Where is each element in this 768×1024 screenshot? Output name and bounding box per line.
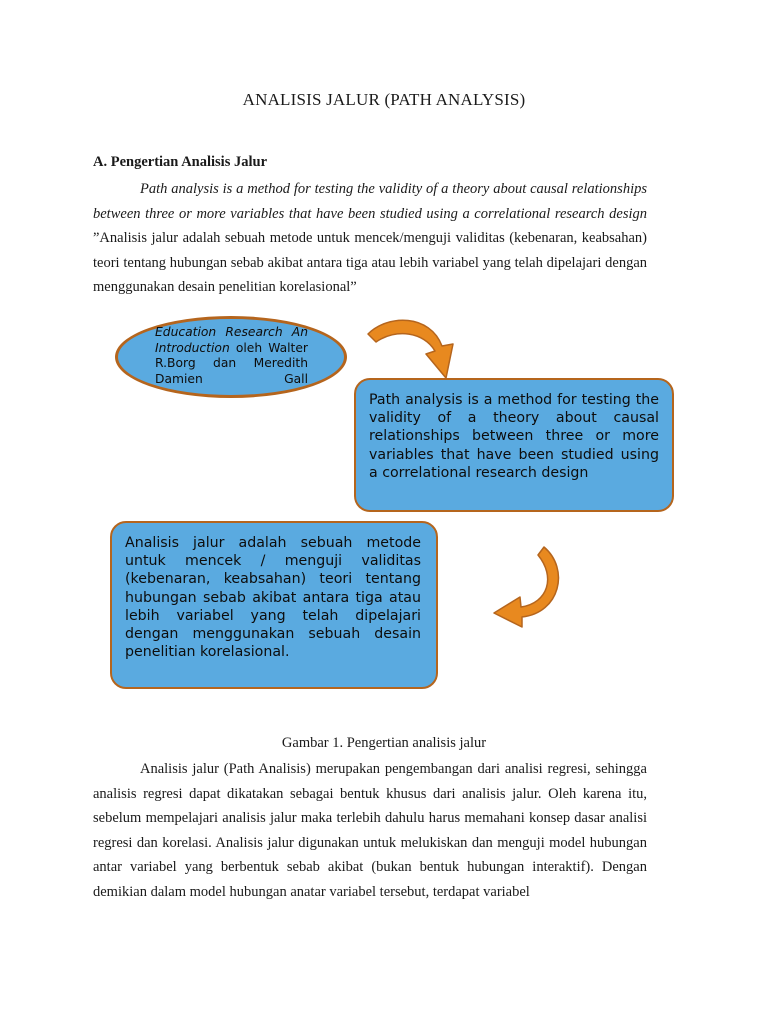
paragraph-definition	[93, 177, 647, 300]
curved-arrow-top-shape	[368, 320, 453, 378]
source-ellipse-text	[155, 325, 308, 387]
paragraph-body	[93, 757, 647, 905]
paragraph-definition-indonesian: ”Analisis jalur adalah sebuah metode untuk mencek/menguji validitas (kebenaran, keabsahan) teori tentang hubungan sebab akibat antara tiga atau lebih variabel yang telah dipelajari dengan menggunakan desain penelitian korelasional”	[93, 230, 647, 296]
paragraph-body-text: Analisis jalur (Path Analisis) merupakan pengembangan dari analisi regresi, sehingga analisis regresi dapat dikatakan sebagai bentuk khusus dari analisis jalur. Oleh karena itu, sebelum mempelajari analisis jalur maka terlebih dahulu harus memahani konsep dasar analisi regresi dan korelasi. Analisis jalur digunakan untuk melukiskan dan menguji model hubungan antar variabel yang berbentuk sebab akibat (bukan bentuk hubungan interaktif). Dengan demikian dalam model hubungan anatar variabel tersebut, terdapat variabel	[93, 761, 647, 900]
source-book-title: Education Research An Introduction	[155, 325, 308, 355]
curved-arrow-down-icon	[362, 308, 472, 388]
paragraph-definition-english: Path analysis is a method for testing the validity of a theory about causal relationships between three or more variables that have been studied using a correlational research design	[93, 181, 647, 222]
curved-arrow-left-icon	[488, 543, 570, 631]
page-title: ANALISIS JALUR (PATH ANALYSIS)	[242, 90, 526, 109]
source-authors: oleh Walter R.Borg dan Meredith Damien Gall	[155, 340, 308, 386]
indonesian-definition-text: Analisis jalur adalah sebuah metode untuk mencek / menguji validitas (kebenaran, keabsahan) teori tentang hubungan sebab akibat antara tiga atau lebih variabel yang telah dipelajari dengan menggunakan sebuah desain penelitian korelasional.	[125, 535, 421, 661]
english-definition-text: Path analysis is a method for testing the validity of a theory about causal relationships between three or more variables that have been studied using a correlational research design	[369, 392, 659, 481]
figure-caption: Gambar 1. Pengertian analisis jalur	[281, 735, 487, 751]
curved-arrow-bottom-shape	[494, 547, 558, 627]
section-heading: A. Pengertian Analisis Jalur	[93, 154, 268, 170]
